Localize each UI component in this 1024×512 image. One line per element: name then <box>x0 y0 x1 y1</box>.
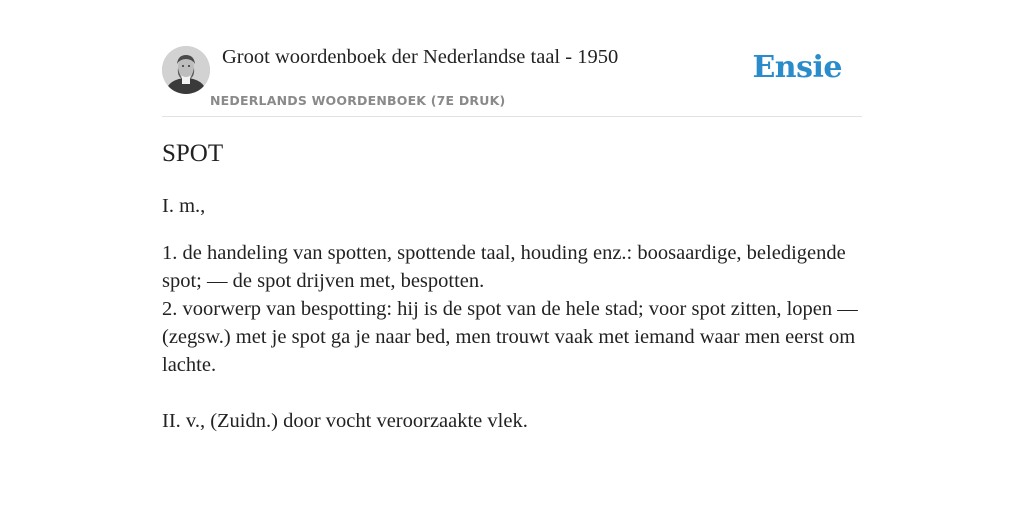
portrait-avatar-icon[interactable] <box>162 46 210 94</box>
ensie-logo[interactable]: Ensie <box>752 50 842 85</box>
source-title[interactable]: Groot woordenboek der Nederlandse taal - 1950 <box>222 46 619 68</box>
grammar-label: I. m., <box>162 195 206 217</box>
second-part: II. v., (Zuidn.) door vocht veroorzaakte vlek. <box>162 410 528 432</box>
entry-body <box>162 192 862 435</box>
source-header <box>162 0 862 117</box>
sense-2: 2. voorwerp van bespotting: hij is de spot van de hele stad; voor spot zitten, lopen — (zegsw.) met je spot ga je naar bed, men trouwt vaak met iemand waar men eerst om lachte. <box>162 298 858 376</box>
page-container <box>162 0 862 432</box>
headword: SPOT <box>162 140 224 167</box>
spacer <box>162 379 862 407</box>
sense-1: 1. de handeling van spotten, spottende taal, houding enz.: boosaardige, beledigende spot; — de spot drijven met, bespotten. <box>162 242 846 292</box>
source-subtitle[interactable]: NEDERLANDS WOORDENBOEK (7E DRUK) <box>210 93 506 108</box>
